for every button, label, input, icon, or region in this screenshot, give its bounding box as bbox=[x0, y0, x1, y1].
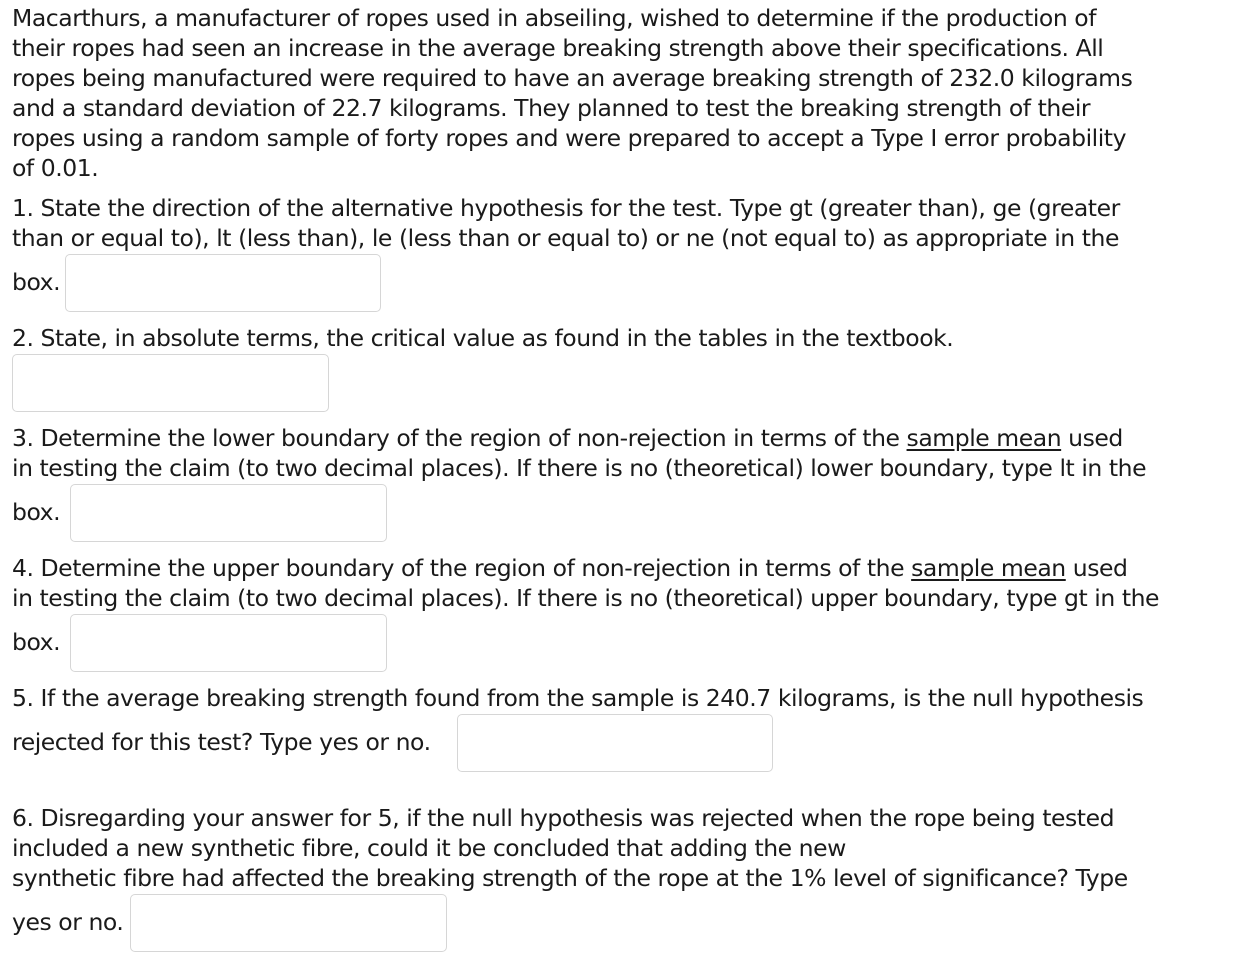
question-4-trailing-text: box. bbox=[12, 628, 61, 656]
question-4-text: in testing the claim (to two decimal places). If there is no (theoretical) upper boundary, type gt in the bbox=[12, 584, 1160, 612]
question-5-answer-input[interactable] bbox=[457, 714, 773, 772]
question-4-text-line-1 bbox=[12, 553, 1127, 583]
question-6-text: 6. Disregarding your answer for 5, if the null hypothesis was rejected when the rope being tested bbox=[12, 804, 1115, 832]
sample-mean-emphasis: sample mean bbox=[906, 424, 1062, 452]
intro-line: Macarthurs, a manufacturer of ropes used in abseiling, wished to determine if the production of bbox=[12, 4, 1097, 32]
question-6-trailing-text: yes or no. bbox=[12, 908, 124, 936]
question-3-text: 3. Determine the lower boundary of the region of non-rejection in terms of the bbox=[12, 424, 907, 452]
question-4-answer-input[interactable] bbox=[70, 614, 387, 672]
question-1-text: 1. State the direction of the alternative hypothesis for the test. Type gt (greater than), ge (greater bbox=[12, 194, 1120, 222]
question-2-answer-input[interactable] bbox=[12, 354, 329, 412]
question-6-text: synthetic fibre had affected the breaking strength of the rope at the 1% level of significance? Type bbox=[12, 864, 1128, 892]
question-1-answer-input[interactable] bbox=[65, 254, 381, 312]
question-4-text: used bbox=[1065, 554, 1128, 582]
question-6-text: included a new synthetic fibre, could it be concluded that adding the new bbox=[12, 834, 846, 862]
question-2-text: 2. State, in absolute terms, the critical value as found in the tables in the textbook. bbox=[12, 324, 954, 352]
question-3-trailing-text: box. bbox=[12, 498, 61, 526]
question-3-text: in testing the claim (to two decimal places). If there is no (theoretical) lower boundary, type lt in the bbox=[12, 454, 1147, 482]
intro-line: their ropes had seen an increase in the average breaking strength above their specifications. All bbox=[12, 34, 1104, 62]
question-6-answer-input[interactable] bbox=[130, 894, 447, 952]
question-1-text: than or equal to), lt (less than), le (less than or equal to) or ne (not equal to) as appropriate in the bbox=[12, 224, 1119, 252]
intro-line: and a standard deviation of 22.7 kilograms. They planned to test the breaking strength of their bbox=[12, 94, 1091, 122]
question-5-trailing-text: rejected for this test? Type yes or no. bbox=[12, 728, 431, 756]
intro-line: of 0.01. bbox=[12, 154, 99, 182]
question-4-text: 4. Determine the upper boundary of the region of non-rejection in terms of the bbox=[12, 554, 912, 582]
question-3-text: used bbox=[1061, 424, 1123, 452]
question-3-text-line-1 bbox=[12, 423, 1123, 453]
question-3-answer-input[interactable] bbox=[70, 484, 387, 542]
sample-mean-emphasis: sample mean bbox=[911, 554, 1066, 582]
question-5-text: 5. If the average breaking strength found from the sample is 240.7 kilograms, is the null hypothesis bbox=[12, 684, 1144, 712]
question-1-trailing-text: box. bbox=[12, 268, 61, 296]
intro-line: ropes being manufactured were required to have an average breaking strength of 232.0 kilograms bbox=[12, 64, 1133, 92]
intro-line: ropes using a random sample of forty ropes and were prepared to accept a Type I error probability bbox=[12, 124, 1127, 152]
